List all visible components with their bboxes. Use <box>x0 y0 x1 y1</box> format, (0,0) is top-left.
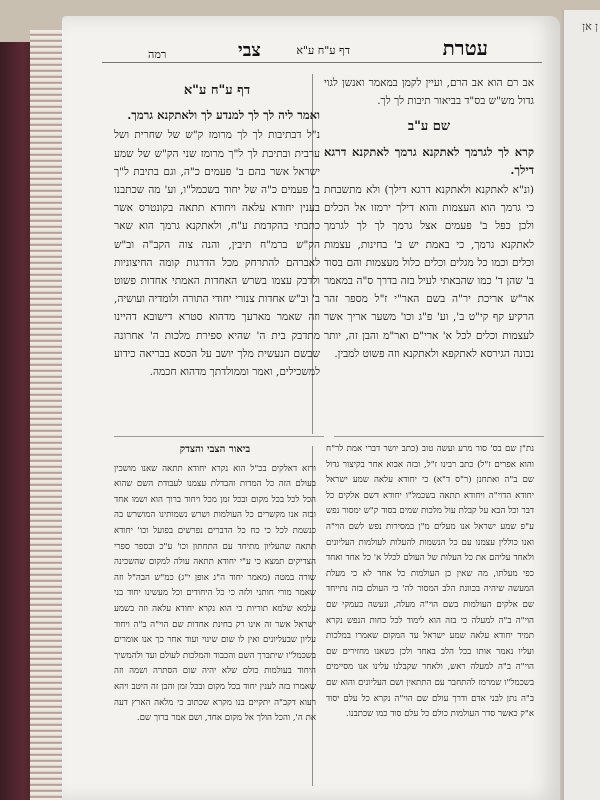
section-heading: דף ע"ח ע"א <box>183 83 251 98</box>
lead-quote: קרא לך לגרמך לאתקנא גרמך לאתקנא דרגא דילך. <box>324 144 534 177</box>
commentary-left-column <box>114 442 316 727</box>
page-number: רמה <box>148 48 167 61</box>
facing-page-edge <box>562 10 600 800</box>
main-text-right-column <box>324 74 534 365</box>
body-paragraph: (ונ"א לאתקנא ולאתקנא דרגא דילך) ולא מתשבחת כי גרמך הוא העצמות והוא דילך ירמזו אל הכלים ולכן כפל ב' פעמים אצל גרמך לך לך לגרמך לאתקנא גרמך, כי באמת יש ב' בחינות, עצמות וכלים וכמו כל מגלים וכלים כלול מעצמות והם בסוד ב' שהן ד' כמו שהבאתי לעיל בזה בדרך ס"ה במאמר אר"ש אריכת יר"ה בשם האר"י ז"ל מספר זהר הרקיע קף קי"ט ב', וע' פ"ג וכו' משער אריך אשר לעצמות וכלים לכל א' ארי"ם ואר"מ והבן זה, יותר נכונה הגירסא לאתקפא ולאתקנא וזה פשוט למבין. <box>324 184 534 360</box>
commentary-title: ביאור הצבי והצדק <box>179 444 251 455</box>
commentary-title-rule <box>114 436 324 437</box>
section-heading: שם ע"ב <box>407 119 451 135</box>
lead-quote: ואמר ליה לך לך למנדע לך ולאתקנא גרמך. <box>127 108 320 123</box>
commentary-right-column <box>326 442 534 723</box>
header-title-left: צבי <box>238 40 261 61</box>
commentary-paragraph: ורזא דאלקים בכ"ל הוא נקרא יחודא תתאה שאנו מושכין בעולם הזה כל המדות והבדלת עצמנו לעבודת השם שהוא הכל לכל בכל מקום ובכל זמן מכל ויחוד ברוך הוא ושמו אחד ובזה אנו מקשרים כל העולמות ושרש נשמותינו המושרש בה כנשמת לכל כי כח כל הדברים נפרשים בפועל וכו' יחודא תתאה שהעליון מתיחד עם התחתון וכו' ע"כ ובספר ספרי הצדיקים תמצא כי ע"י יחודא תתאה עולה למקום שהשכינה שורה במטה (מאמר יחוד ה"ג אופן י"ג) כמ"ש הבה"ל וזה שאמר מורי חותני ולזה כי כל היחודים וכל מעשינו יחוד בני עלמא שלמא תוריות כי הוא נקרא יחודא עלאה וזה בשמע ישראל אשר זה אינו רק בחינת אחדות שם הוי"ה ב"ה ויחוד עליון שבעליונים ואין לו שום שינוי ועוד אחר כך אנו אומרים בשכמל"ו שיתברך השם והכבוד והמלכות לעולם ועד ולהמשיך היחוד בעולמות כולם שלא יהיה שום הסתרה ושמה וזה שאמרו בזה לענין יחוד בכל מקום ובכל זמן והבן זה היטב ויהא רעוא דקב"ה יתקיים בנו מקרא שכתוב כי מלאה הארץ דעה את ה', והכל הולך אל מקום אחד, ושם אמר ברוך שם. <box>114 463 316 724</box>
commentary-separator <box>334 436 544 437</box>
facing-page-text: ן אן <box>582 20 598 33</box>
body-paragraph: נ"ל דבתיבות לך לך מרומז ק"ש של שחרית ושל ערבית ובתיבת לך ל"ך מרומז שני הק"ש של שמע ישראל אשר בהם ב' פעמים כ"ה, וגם בתיבת ל"ך ב' פעמים כ"ה של יחוד בשכמל"ו, וע' מה שכתבנו בענין יחודא עלאה ויחודא תתאה בקונטרס אשר כתבתי בהקדמת ע"ח, ולאתקנא גרמך הוא שאר הק"ש ברמ"ח תיבין, והנה צוה הקב"ה וב"ש לאברהם להתרחק מכל הדרגות קומה החיצוניות ולדבק עצמו בשרש האחדות האמתי אחדות פשוט ב' וב"ש אחדות צנורי יחודי התורה ולומדיה ועושיה, וזה שאמר מארעך מדהוא סטרא דישובא דהיינו מתדבק בית ה' שהיא ספירת מלכות ה' אחרונה שבשם הנעשית מלך יושב על הכסא בבריאה כידוע למשכילים, ואמר וממולדתך מדהוא חכמה. <box>114 129 320 379</box>
book-page <box>62 16 560 800</box>
header-rule <box>102 62 542 63</box>
main-text-left-column <box>114 74 320 383</box>
opening-paragraph: אב רם הוא אב הרם, ועיין לקמן במאמר ואנשן לגוי גדול מש"ש בס"ד בביאור תיבות לך לך. <box>324 77 534 108</box>
header-daf-reference: דף ע"ח ע"א <box>296 44 350 57</box>
commentary-paragraph: נת"ן שם בס' סור מרע ועשה טוב (כתב יושר דברי אמת לר"ח והוא אפרים ז"ל) כתב רבינו ז"ל, ובזה אבוא אחר בקיצור גדול שם ב"ה ואתחנן (ר"ס ד"א) כי יחודא עלאה שמע ישראל יחודא הדוי"ה ויחודא תתאה בשכמל"ו יחודא דשם אלקים כל דבר וכל הבא על קבלת עול מלכות שמים בסוד ק"ש ימסור נפש ע"פ שמע ישראל אנו מעלים מ"ן במסירות נפש לשם הוי"ה ואנו כוללין עצמנו עם כל הנשמות להעלות לעולמות העליונים ולאחד עליהם את כל העלות של העולם לכלל א' כל אחד ואחד כפי מעלתו, מה שאין כן העולמות כל אחד לא כי מעלת המעשה שיהיה בכוונת הלב המסור לה' כי העולם בזה נתייחד שם אלקים העולמות בשם הוי"ה מעלה, ונעשה בעמקי שם הוי"ה ב"ה למעלה כי בזה הוא לימוד לכל כחות הנפש נקרא תמיד יחודא עלאה שמע ישראל עד המקום שאמרו במלכות ועליו נאמר אותו בכל הלב באחד ולכן כשאנו מחזירים שם הוי"ה ב"ה למעלה ראש, ולאחר שקבלנו עלינו אנו מסיימים בשכמל"ו שמרמז להתחבר עם התתאין ושם העליונים והוא שם ב"ה נתן לבני אדם ודרך עולם שם הוי"ה נקרא כל עלם יסוד א"ק כאשר סדר העולמות כולם כל עלם סוד כמו שכתבנו. <box>326 444 534 720</box>
header-title-right: עטרת <box>442 36 488 60</box>
running-header <box>62 30 560 70</box>
